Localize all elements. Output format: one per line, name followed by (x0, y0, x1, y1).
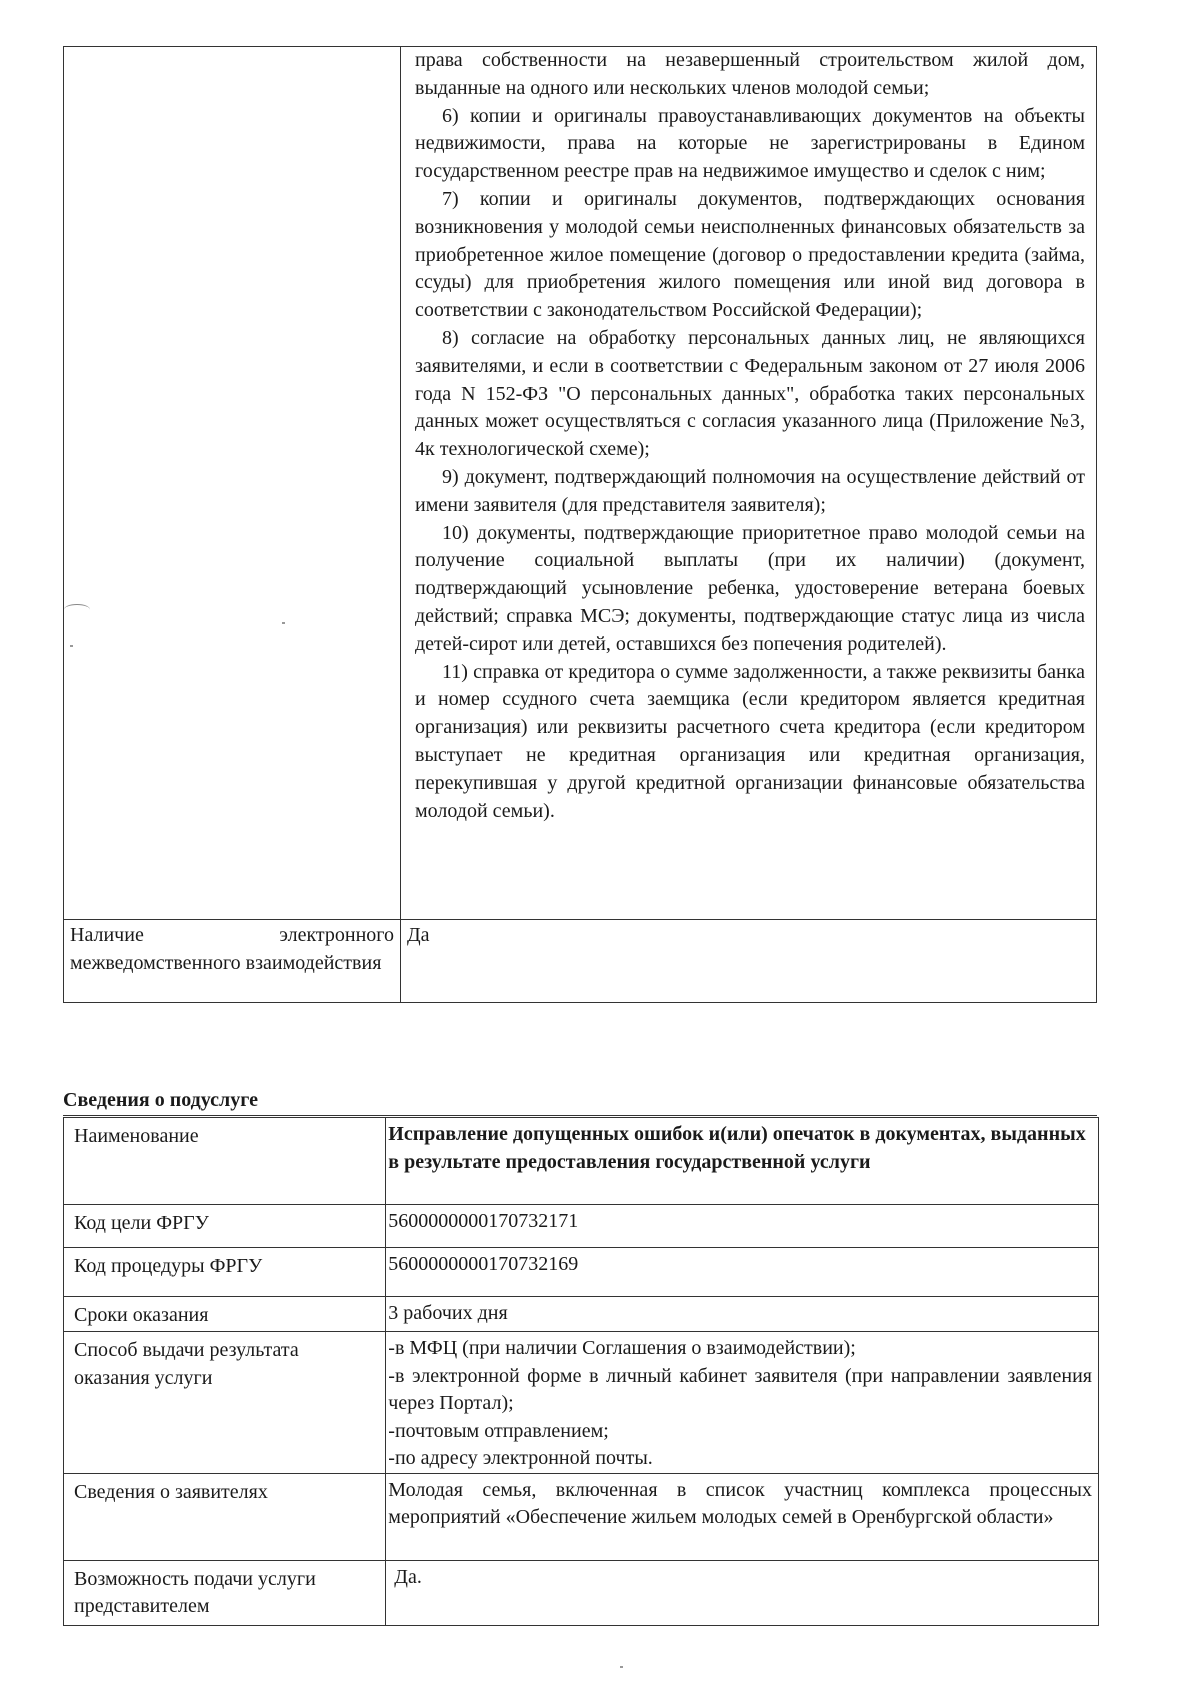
requirements-table (63, 46, 1097, 1003)
result-method-item: -почтовым отправлением; (388, 1419, 609, 1442)
subservice-name-value-cell (386, 1118, 1099, 1205)
representative-value: Да. (394, 1565, 422, 1588)
subservice-table (63, 1117, 1099, 1626)
documents-list-cell (401, 47, 1097, 920)
representative-label: Возможность подачи услуги представителем (74, 1567, 316, 1617)
goal-code-value: 5600000000170732171 (388, 1210, 579, 1232)
subservice-name-row (64, 1118, 1099, 1205)
scan-artifact-dot (282, 622, 285, 624)
result-method-label-cell (64, 1332, 386, 1474)
term-row (64, 1297, 1099, 1332)
applicants-label: Сведения о заявителях (74, 1480, 268, 1503)
term-label: Сроки оказания (74, 1304, 209, 1326)
documents-list (401, 47, 1096, 829)
list-item-9: 9) документ, подтверждающий полномочия на осуществление действий от имени заявителя (для представителя заявителя); (415, 465, 1085, 516)
scan-artifact-dot (620, 1666, 623, 1668)
goal-code-row (64, 1205, 1099, 1248)
electronic-interaction-label: Наличие электронного межведомственного взаимодействия (70, 924, 394, 974)
goal-code-label: Код цели ФРГУ (74, 1212, 209, 1234)
scan-artifact-mark (64, 604, 90, 615)
applicants-value (386, 1474, 1098, 1532)
result-method-list (386, 1332, 1098, 1473)
list-item-10: 10) документы, подтверждающие приоритетное право молодой семьи на получение социальной выплаты (при их наличии) (документ, подтверждающий усыновление ребенка, удостоверение ветерана боевых действий; справка МСЭ; документы, подтверждающие статус лица из числа детей-сирот или детей, оставшихся без попечения родителей). (415, 521, 1085, 655)
representative-label-cell (64, 1560, 386, 1625)
electronic-interaction-value-cell (401, 920, 1097, 1003)
goal-code-label-cell (64, 1205, 386, 1248)
electronic-interaction-value: Да (407, 924, 430, 946)
procedure-code-row (64, 1248, 1099, 1297)
result-method-item: -в электронной форме в личный кабинет заявителя (при направлении заявления через Портал); (388, 1364, 1092, 1414)
goal-code-value-cell (386, 1205, 1099, 1248)
applicants-row (64, 1473, 1099, 1560)
list-lead-text: права собственности на незавершенный строительством жилой дом, выданные на одного или нескольких членов молодой семьи; (415, 49, 1085, 99)
result-method-item: -по адресу электронной почты. (388, 1447, 653, 1469)
representative-value-cell (386, 1560, 1099, 1625)
applicants-text: Молодая семья, включенная в список участниц комплекса процессных мероприятий «Обеспечение жильем молодых семей в Оренбургской области» (388, 1478, 1092, 1528)
procedure-code-value: 5600000000170732169 (388, 1253, 579, 1275)
electronic-interaction-label-cell (64, 920, 401, 1003)
list-item-8: 8) согласие на обработку персональных данных лиц, не являющихся заявителями, и если в соответствии с Федеральным законом от 27 июля 2006 года N 152-ФЗ "О персональных данных", обработка таких персональных данных может осуществляться с согласия указанного лица (Приложение №3, 4к технологической схеме); (415, 326, 1085, 461)
electronic-interaction-row (64, 920, 1097, 1003)
representative-row (64, 1560, 1099, 1625)
procedure-code-label: Код процедуры ФРГУ (74, 1255, 263, 1277)
result-method-label: Способ выдачи результата оказания услуги (74, 1339, 299, 1389)
list-item-11: 11) справка от кредитора о сумме задолженности, а также реквизиты банка и номер ссудного счета заемщика (если кредитором является кредитная организация) или реквизиты расчетного счета кредитора (если кредитором выступает не кредитная организация или кредитная организация, перекупившая у другой кредитной организации финансовые обязательства молодой семьи). (415, 660, 1085, 822)
scan-artifact-dot (70, 645, 73, 647)
documents-label-cell (64, 47, 401, 920)
subservice-name-label: Наименование (74, 1125, 199, 1147)
result-method-value-cell (386, 1332, 1099, 1474)
result-method-item: -в МФЦ (при наличии Соглашения о взаимодействии); (388, 1337, 856, 1359)
term-label-cell (64, 1297, 386, 1332)
section-title: Сведения о подуслуге (63, 1089, 258, 1111)
subservice-name-label-cell (64, 1118, 386, 1205)
applicants-value-cell (386, 1473, 1099, 1560)
term-value-cell (386, 1297, 1099, 1332)
list-item-7: 7) копии и оригиналы документов, подтверждающих основания возникновения у молодой семьи неисполненных финансовых обязательств за приобретенное жилое помещение (договор о предоставлении кредита (займа, ссуды) для приобретения жилого помещения или иной вид договора в соответствии с законодательством Российской Федерации); (415, 187, 1085, 322)
procedure-code-value-cell (386, 1248, 1099, 1297)
section-divider (63, 1115, 1097, 1116)
subservice-name-value: Исправление допущенных ошибок и(или) опечаток в документах, выданных в результате предоставления государственной услуги (388, 1123, 1086, 1173)
term-value: 3 рабочих дня (388, 1302, 508, 1324)
result-method-row (64, 1332, 1099, 1474)
list-item-6: 6) копии и оригиналы правоустанавливающих документов на объекты недвижимости, права на которые не зарегистрированы в Едином государственном реестре прав на недвижимое имущество и сделок с ним; (415, 104, 1085, 183)
applicants-label-cell (64, 1473, 386, 1560)
procedure-code-label-cell (64, 1248, 386, 1297)
documents-row (64, 47, 1097, 920)
